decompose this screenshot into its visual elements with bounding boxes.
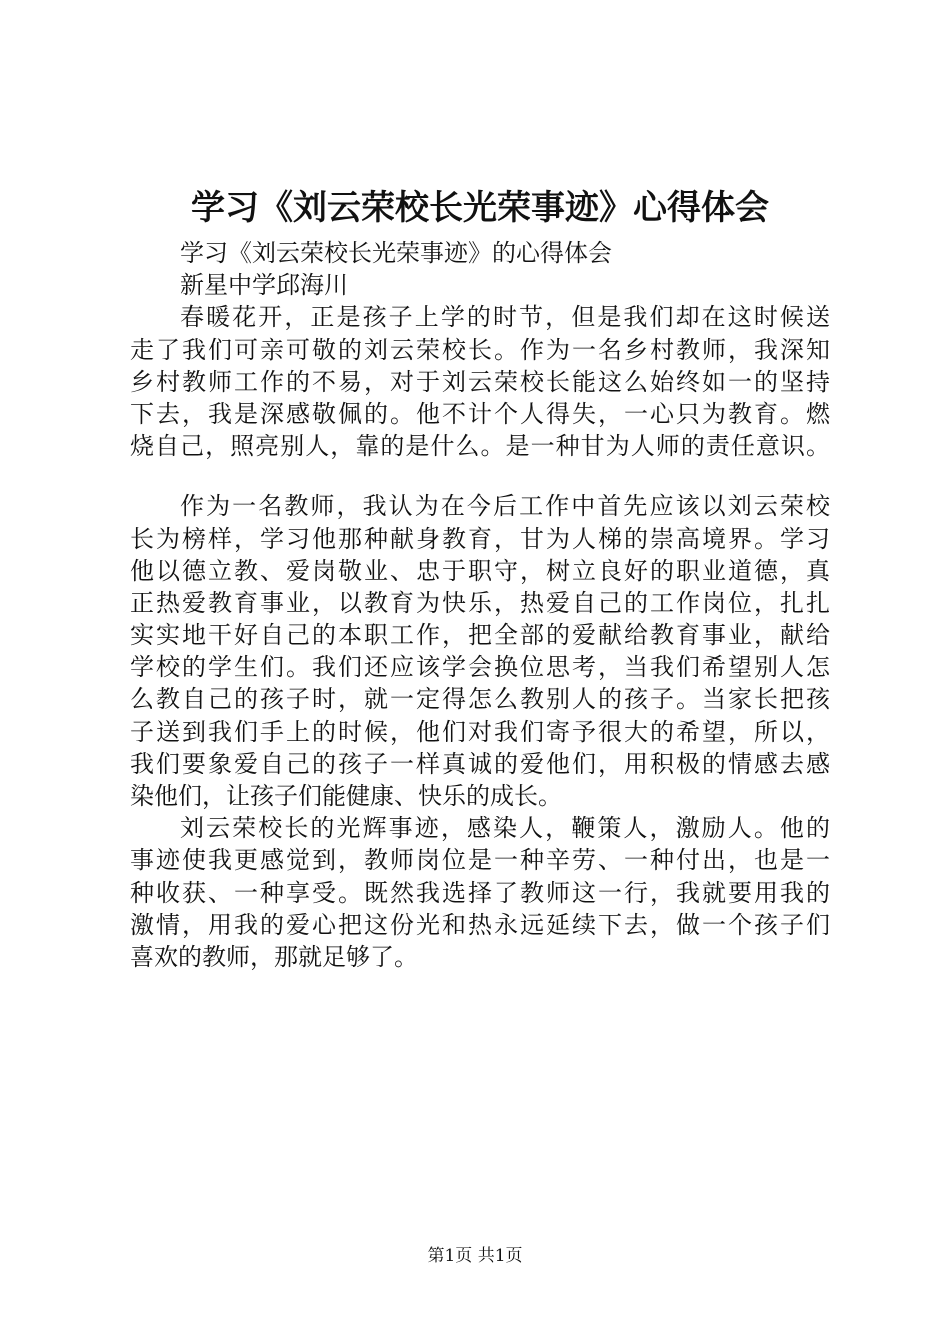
text-line: 春暖花开，正是孩子上学的时节，但是我们却在这时候送 [180, 303, 830, 332]
text-line: 我们要象爱自己的孩子一样真诚的爱他们，用积极的情感去感 [130, 749, 830, 778]
text-line: 学习《刘云荣校长光荣事迹》的心得体会 [180, 239, 612, 267]
text-line: 染他们，让孩子们能健康、快乐的成长。 [130, 782, 562, 810]
text-line: 么教自己的孩子时，就一定得怎么教别人的孩子。当家长把孩 [130, 685, 830, 714]
text-line: 他以德立教、爱岗敬业、忠于职守，树立良好的职业道德，真 [130, 556, 830, 585]
text-line: 喜欢的教师，那就足够了。 [130, 942, 418, 971]
text-line: 刘云荣校长的光辉事迹，感染人，鞭策人，激励人。他的 [180, 814, 830, 843]
page-footer: 第1页 共1页 [427, 1246, 523, 1266]
document-body [130, 237, 830, 973]
text-line: 走了我们可亲可敬的刘云荣校长。作为一名乡村教师，我深知 [130, 335, 830, 364]
text-line: 事迹使我更感觉到，教师岗位是一种辛劳、一种付出，也是一 [130, 846, 830, 875]
document-title: 学习《刘云荣校长光荣事迹》心得体会 [191, 188, 769, 228]
text-line: 作为一名教师，我认为在今后工作中首先应该以刘云荣校 [180, 492, 830, 521]
text-line: 正热爱教育事业，以教育为快乐，热爱自己的工作岗位，扎扎 [130, 588, 830, 617]
text-line: 新星中学邱海川 [180, 271, 348, 300]
text-line: 子送到我们手上的时候，他们对我们寄予很大的希望，所以， [130, 717, 830, 746]
text-line: 学校的学生们。我们还应该学会换位思考，当我们希望别人怎 [130, 653, 830, 682]
text-line: 种收获、一种享受。既然我选择了教师这一行，我就要用我的 [130, 878, 830, 907]
text-line: 烧自己，照亮别人，靠的是什么。是一种甘为人师的责任意识。 [130, 432, 830, 461]
text-line: 乡村教师工作的不易，对于刘云荣校长能这么始终如一的坚持 [130, 367, 830, 396]
text-line: 激情，用我的爱心把这份光和热永远延续下去，做一个孩子们 [130, 910, 830, 939]
text-line: 实实地干好自己的本职工作，把全部的爱献给教育事业，献给 [130, 621, 830, 650]
text-line: 长为榜样，学习他那种献身教育，甘为人梯的崇高境界。学习 [130, 524, 830, 553]
paragraph-spacer [130, 462, 830, 490]
text-line: 下去，我是深感敬佩的。他不计个人得失，一心只为教育。燃 [130, 399, 830, 428]
